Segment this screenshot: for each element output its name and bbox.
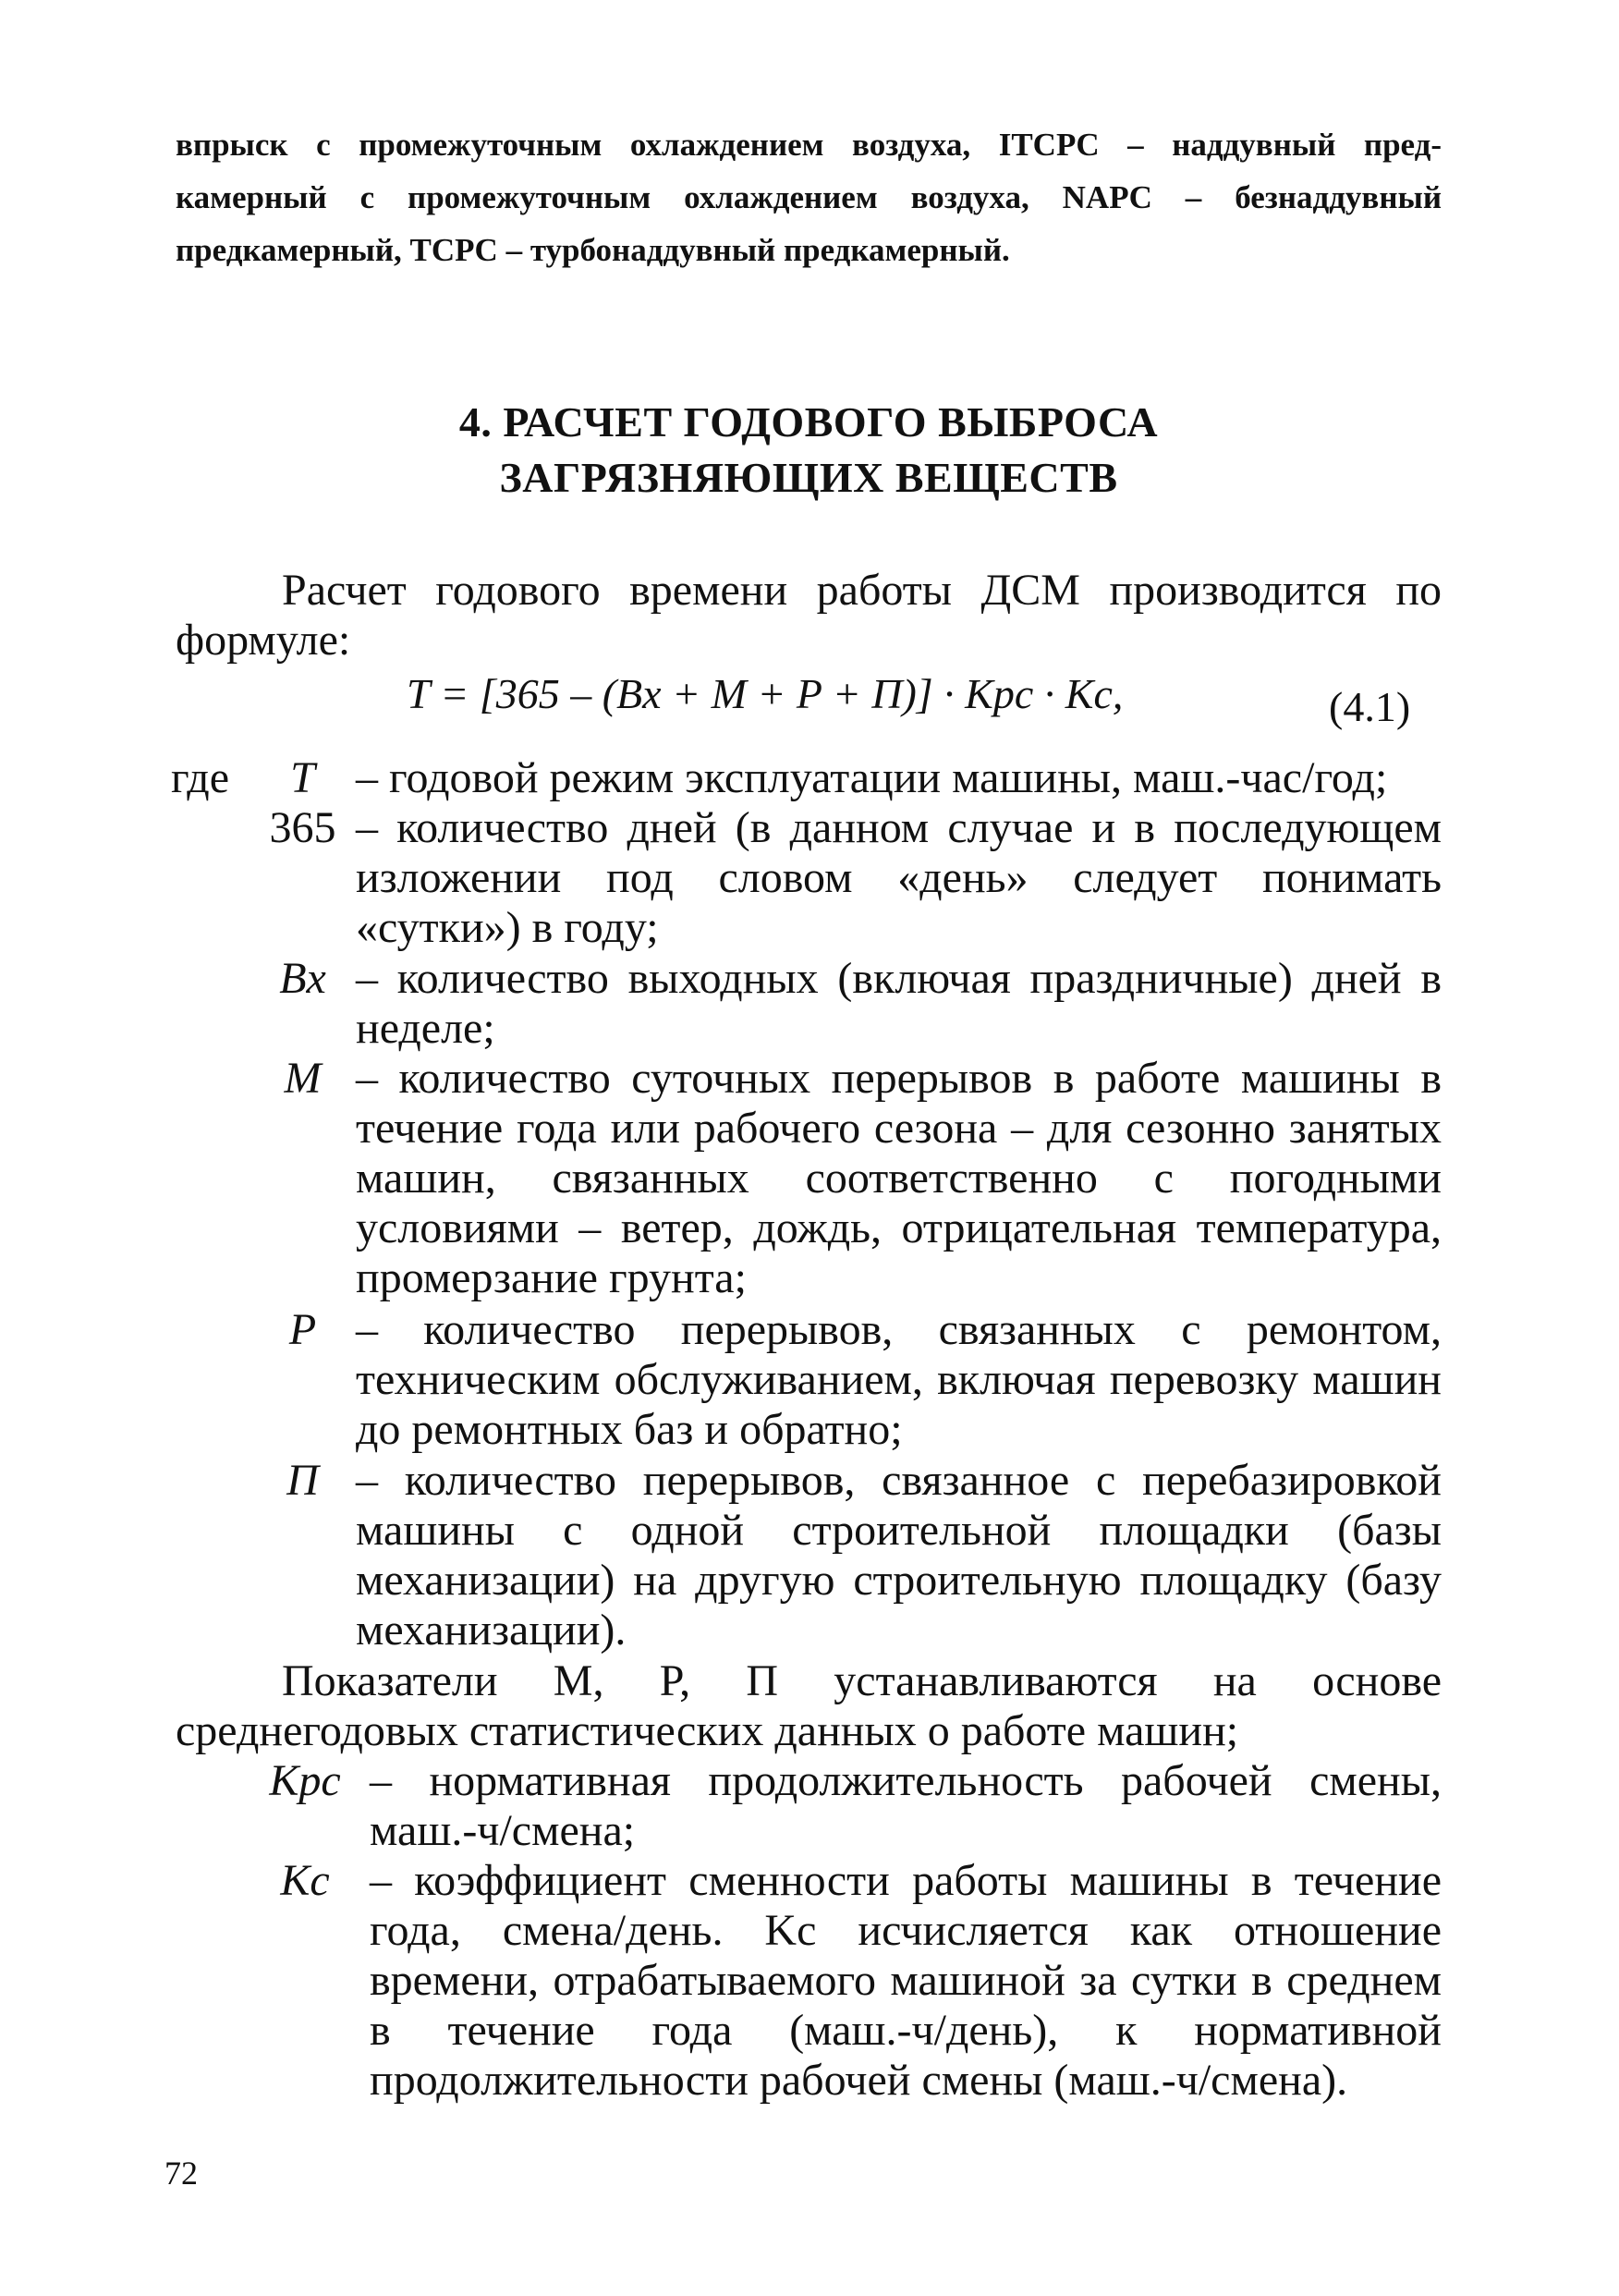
def-text-T: – годовой режим эксплуатации машины, маш.-час/год;: [356, 753, 1388, 802]
def-symbol-Kpc: [259, 1756, 351, 1806]
def-text-365: – количество дней (в данном случае и в последующем изложении под словом «день» следует понимать «сутки») в году;: [356, 803, 1442, 952]
formula: T = [365 – (Bx + M + P + П)] · Kpc · Kc,: [407, 670, 1124, 717]
indicators-paragraph: Показатели M, P, П устанавливаются на основе среднегодовых статистических данных о работе машин;: [176, 1656, 1442, 1755]
def-symbol-P: [268, 1305, 337, 1355]
symbol-Bx: Bx: [279, 954, 326, 1003]
def-text-Kpc: – нормативная продолжительность рабочей смены, маш.-ч/смена;: [370, 1756, 1442, 1855]
intro-line-3: предкамерный, TCPC – турбонаддувный предкамерный.: [176, 232, 1010, 268]
symbol-Kpc: Kpc: [269, 1756, 341, 1805]
def-symbol-M: [268, 1054, 337, 1104]
def-symbol-365: [268, 803, 337, 853]
symbol-T: T: [290, 753, 315, 802]
def-symbol-Pi: [268, 1456, 337, 1506]
def-text-Bx: – количество выходных (включая праздничные) дней в неделе;: [356, 954, 1442, 1053]
symbol-Kc: Kc: [280, 1856, 330, 1905]
def-text-Kc: – коэффициент сменности работы машины в течение года, смена/день. Kc исчисляется как отношение времени, отрабатываемого машиной за сутки в среднем в течение года (маш.-ч/день), к нормативной продолжительности рабочей смены (маш.-ч/смена).: [370, 1856, 1442, 2105]
intro-line-2: камерный с промежуточным охлаждением воздуха, NAPC – безнаддувный: [176, 179, 1442, 215]
def-symbol-Kc: [259, 1856, 351, 1906]
intro-text: [176, 118, 1442, 276]
symbol-P: P: [288, 1305, 317, 1354]
symbol-365: 365: [269, 803, 336, 852]
equation-number: (4.1): [1329, 683, 1411, 730]
section-title-line-2: ЗАГРЯЗНЯЮЩИХ ВЕЩЕСТВ: [499, 454, 1118, 501]
symbol-M: M: [284, 1054, 322, 1103]
page-number: 72: [164, 2155, 198, 2192]
def-text-M: – количество суточных перерывов в работе машины в течение года или рабочего сезона – для сезонно занятых машин, связанных соответственно с погодными условиями – ветер, дождь, отрицательная температура, промерзание грунта;: [356, 1054, 1442, 1302]
section-title-line-1: 4. РАСЧЕТ ГОДОВОГО ВЫБРОСА: [458, 398, 1159, 446]
def-symbol-T: [268, 753, 337, 803]
intro-line-1: впрыск с промежуточным охлаждением воздуха, ITCPC – наддувный пред-: [176, 127, 1442, 163]
def-text-Pi: – количество перерывов, связанное с перебазировкой машины с одной строительной площадки (базы механизации) на другую строительную площадку (базу механизации).: [356, 1456, 1442, 1655]
def-text-P: – количество перерывов, связанных с ремонтом, техническим обслуживанием, включая перевозку машин до ремонтных баз и обратно;: [356, 1305, 1442, 1454]
intro-paragraph: Расчет годового времени работы ДСМ производится по формуле:: [176, 566, 1442, 665]
symbol-Pi: П: [286, 1456, 319, 1505]
def-symbol-Bx: [268, 954, 337, 1004]
where-label: где: [171, 753, 230, 802]
